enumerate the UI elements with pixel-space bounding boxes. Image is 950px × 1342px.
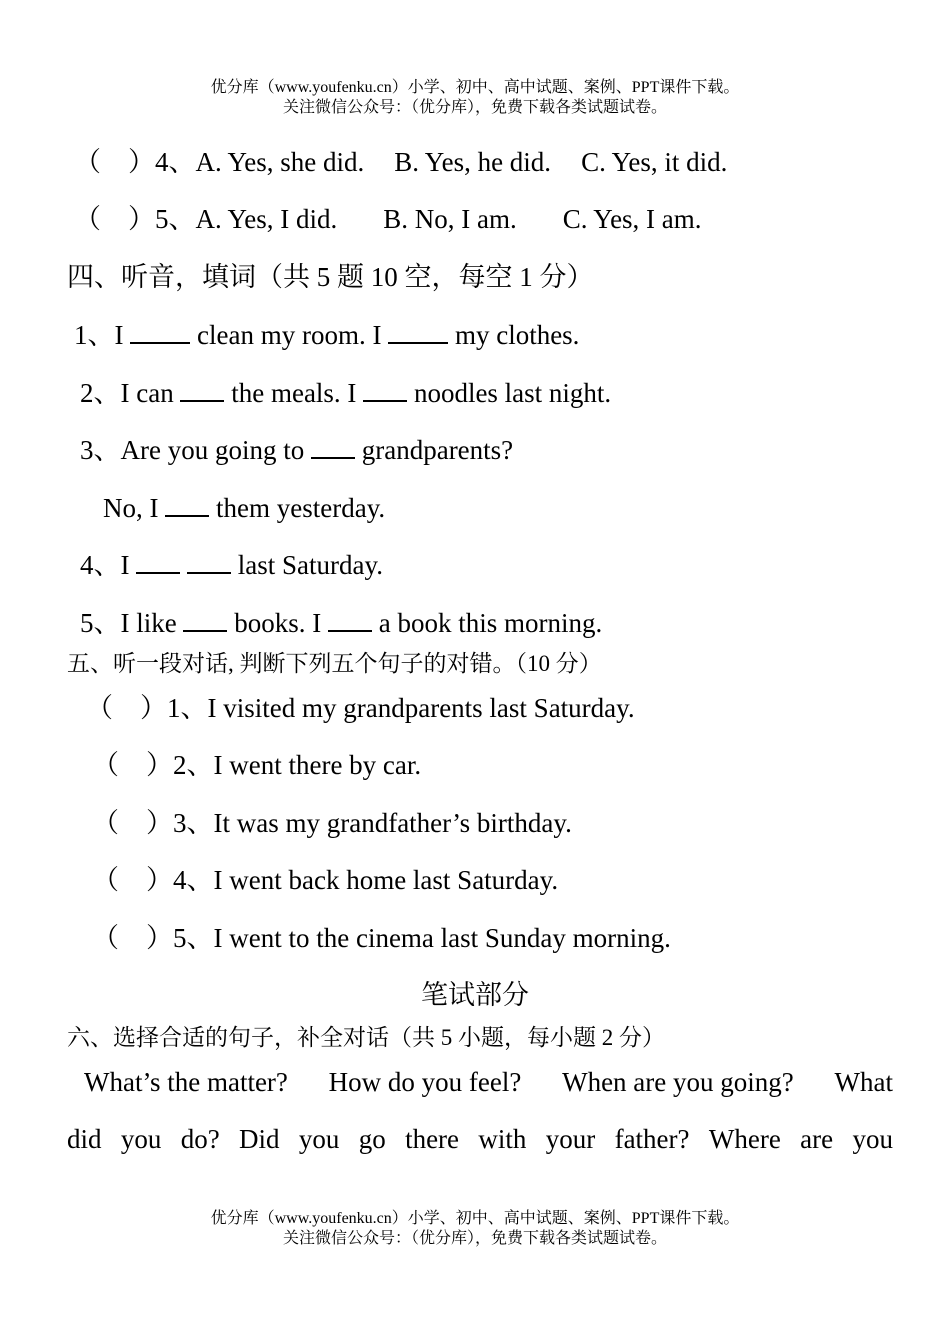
option-word: are	[800, 1124, 834, 1154]
answer-blank[interactable]	[136, 548, 180, 574]
fill-question-2	[80, 376, 611, 409]
question-text: No, I	[103, 493, 166, 523]
options-line-1	[84, 1066, 893, 1098]
option-c: C. Yes, it did.	[581, 147, 728, 177]
option-word: did	[67, 1124, 102, 1154]
part3-question-4	[74, 146, 727, 178]
answer-blank[interactable]	[388, 318, 448, 344]
judge-item-1: （ ）1、I visited my grandparents last Saturday.	[86, 693, 635, 723]
option-sentence: How do you feel?	[328, 1067, 522, 1097]
option-word: you	[298, 1124, 340, 1154]
judge-item-5: （ ）5、I went to the cinema last Sunday morning.	[92, 923, 671, 953]
part3-question-5	[74, 203, 702, 235]
option-sentence: What	[834, 1067, 893, 1097]
judge-item-3: （ ）3、It was my grandfather’s birthday.	[92, 808, 572, 838]
question-text: 1、I	[74, 320, 131, 350]
footer-line-1: 优分库（www.youfenku.cn）小学、初中、高中试题、案例、PPT课件下载。	[210, 1210, 740, 1227]
answer-blank[interactable]	[187, 548, 231, 574]
option-a: A. Yes, she did.	[195, 147, 365, 177]
fill-question-1	[74, 318, 579, 351]
answer-blank[interactable]	[180, 376, 224, 402]
option-word: with	[478, 1124, 527, 1154]
answer-blank[interactable]	[363, 376, 407, 402]
option-word: do?	[180, 1124, 220, 1154]
question-text: 2、I can	[80, 378, 181, 408]
header-line-1: 优分库（www.youfenku.cn）小学、初中、高中试题、案例、PPT课件下载。	[210, 79, 740, 96]
option-c: C. Yes, I am.	[562, 204, 702, 234]
option-sentence: When are you going?	[562, 1067, 794, 1097]
question-text: books. I	[227, 608, 328, 638]
answer-bracket: （ ）5、	[74, 204, 196, 234]
question-text: last Saturday.	[231, 550, 383, 580]
header-line-2: 关注微信公众号：（优分库），免费下载各类试题试卷。	[282, 99, 667, 116]
fill-question-3	[80, 433, 513, 466]
question-text: the meals. I	[224, 378, 364, 408]
option-b: B. Yes, he did.	[394, 147, 552, 177]
section-5-title: 五、听一段对话, 判断下列五个句子的对错。（10 分）	[67, 651, 602, 676]
option-word: you	[852, 1124, 893, 1154]
answer-blank[interactable]	[183, 606, 227, 632]
option-a: A. Yes, I did.	[195, 204, 338, 234]
fill-question-3-reply	[103, 491, 385, 524]
question-text: noodles last night.	[407, 378, 612, 408]
option-b: B. No, I am.	[383, 204, 517, 234]
answer-bracket: （ ）4、	[74, 147, 196, 177]
section-4-title: 四、听音，填词（共 5 题 10 空，每空 1 分）	[67, 262, 594, 292]
answer-blank[interactable]	[311, 433, 355, 459]
option-word: go	[358, 1124, 386, 1154]
option-word: there	[405, 1124, 460, 1154]
question-text: clean my room. I	[190, 320, 389, 350]
question-text: 3、Are you going to	[80, 435, 311, 465]
option-sentence: What’s the matter?	[84, 1067, 288, 1097]
question-text: grandparents?	[354, 435, 514, 465]
question-text: a book this morning.	[371, 608, 603, 638]
question-text: them yesterday.	[209, 493, 386, 523]
option-word: your	[545, 1124, 596, 1154]
question-text: 4、I	[80, 550, 137, 580]
option-word: Did	[239, 1124, 280, 1154]
answer-blank[interactable]	[165, 491, 209, 517]
question-text: 5、I like	[80, 608, 184, 638]
answer-blank[interactable]	[130, 318, 190, 344]
option-word: you	[120, 1124, 162, 1154]
judge-item-4: （ ）4、I went back home last Saturday.	[92, 865, 559, 895]
section-6-title: 六、选择合适的句子，补全对话（共 5 小题，每小题 2 分）	[67, 1025, 665, 1050]
footer-line-2: 关注微信公众号：（优分库），免费下载各类试题试卷。	[282, 1230, 667, 1247]
written-section-title: 笔试部分	[421, 980, 529, 1010]
option-word: father?	[614, 1124, 690, 1154]
fill-question-5	[80, 606, 602, 639]
option-word: Where	[708, 1124, 781, 1154]
judge-item-2: （ ）2、I went there by car.	[92, 750, 422, 780]
options-line-2	[67, 1123, 893, 1155]
answer-blank[interactable]	[328, 606, 372, 632]
question-text: my clothes.	[448, 320, 580, 350]
fill-question-4	[80, 548, 383, 581]
